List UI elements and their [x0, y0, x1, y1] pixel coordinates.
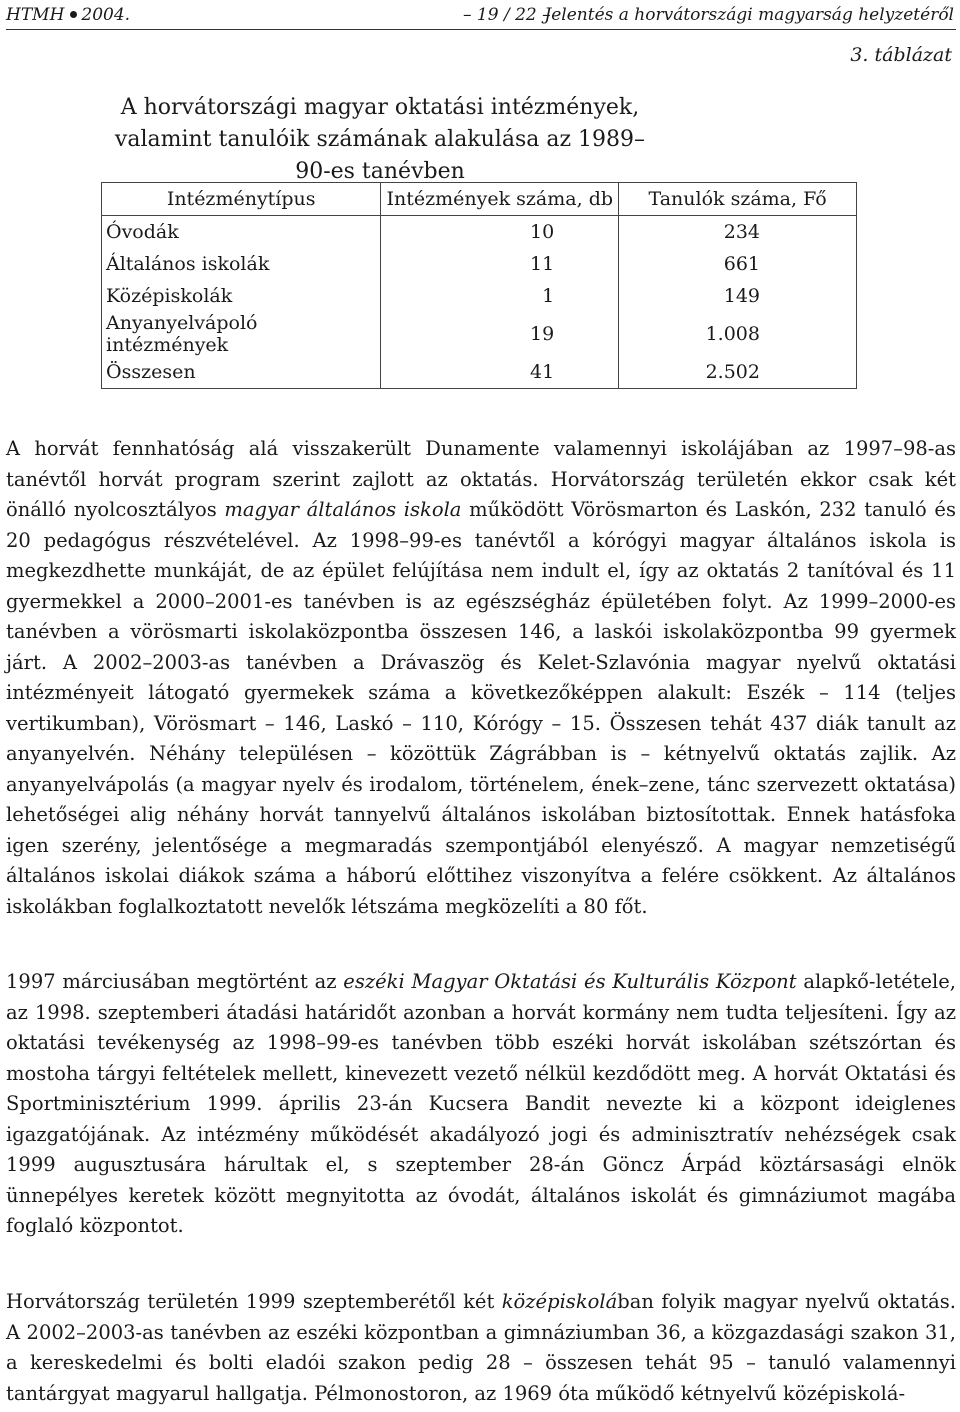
paragraph-2-text-b: alapkő-letétele, az 1998. szeptemberi átadási határidőt azonban a horvát kormány nem tudta teljesíteni. Így az oktatási tevékenység az 1998–99-es tanévben több eszéki horvát iskolában szétszórtan és mostoha tárgyi feltételek mellett, kinevezett vezető nélkül kezdődött meg. A horvát Oktatási és Sportminisztérium 1999. április 23-án Kucsera Bandit nevezte ki a központ ideiglenes igazgatójának. Az intézmény működését akadályozó jogi és adminisztratív nehézségek csak 1999 augusztusára hárultak el, s szeptember 28-án Göncz Árpád köztársasági elnök ünnepélyes keretek között megnyitotta az óvodát, általános iskolát és gimnáziumot magába foglaló központot. — [6, 970, 956, 1237]
table-row — [102, 216, 857, 249]
paragraph-3 — [6, 1287, 956, 1409]
cell-institutions: 10 — [381, 216, 619, 249]
cell-type: Középiskolák — [102, 280, 381, 312]
cell-students: 234 — [619, 216, 857, 249]
cell-type: Anyanyelvápoló intézmények — [102, 312, 381, 356]
table-number: 3. táblázat — [850, 44, 952, 66]
paragraph-2 — [6, 967, 956, 1242]
cell-type: Összesen — [102, 356, 381, 389]
header-divider — [6, 29, 956, 30]
paragraph-3-text-a: Horvátország területén 1999 szeptemberétől két — [6, 1290, 502, 1313]
paragraph-2-emphasis: eszéki Magyar Oktatási és Kulturális Központ — [343, 970, 797, 993]
paragraph-2-text-a: 1997 márciusában megtörtént az — [6, 970, 344, 993]
table-title-line-1: A horvátországi magyar oktatási intézmények, — [120, 95, 640, 120]
journal-name: HTMH — [6, 5, 65, 25]
header-students: Tanulók száma, Fő — [619, 183, 857, 216]
table-row-total — [102, 356, 857, 389]
bullet-dot-icon — [70, 11, 77, 18]
journal-year: 2004. — [81, 5, 131, 25]
paragraph-1-text-b: működött Vörösmarton és Laskón, 232 tanuló és 20 pedagógus részvételével. Az 1998–99-es tanévtől a kórógyi magyar általános iskola is megkezdhette munkáját, de az épület felújítása nem indult el, így az oktatás 2 tanítóval és 11 gyermekkel a 2000–2001-es tanévben is az egészségház épületében folyt. Az 1999–2000-es tanévben a vörösmarti iskolaközpontba összesen 146, a laskói iskolaközpontba 99 gyermek járt. A 2002–2003-as tanévben a Drávaszög és Kelet-Szlavónia magyar nyelvű oktatási intézményeit látogató gyermekek száma a következőképpen alakult: Eszék – 114 (teljes vertikumban), Vörösmart – 146, Laskó – 110, Kórógy – 15. Összesen tehát 437 diák tanult az anyanyelvén. Néhány településen – közöttük Zágrábban is – kétnyelvű oktatás zajlik. Az anyanyelvápolás (a magyar nyelv és irodalom, történelem, ének–zene, tánc szervezett oktatása) lehetőségei alig néhány horvát tannyelvű általános iskolában biztosítottak. Ennek hatásfoka igen szerény, jelentősége a megmaradás szempontjából elenyésző. A magyar nemzetiségű általános iskolai diákok száma a háború előttihez viszonyítva a felére csökkent. Az általános iskolákban foglalkoztatott nevelők létszáma megközelíti a 80 főt. — [6, 498, 956, 918]
table-row — [102, 248, 857, 280]
cell-type: Óvodák — [102, 216, 381, 249]
paragraph-1-emphasis: magyar általános iskola — [224, 498, 462, 521]
paragraph-3-text-b: ban folyik magyar nyelvű oktatás. A 2002–2003-as tanévben az eszéki központban a gimnáziumban 36, a közgazdasági szakon 31, a kereskedelmi és bolti eladói szakon pedig 28 – összesen tehát 95 – tanuló valamennyi tantárgyat magyarul hallgatja. Pélmonostoron, az 1969 óta működő kétnyelvű középiskolá- — [6, 1290, 956, 1405]
cell-students: 1.008 — [619, 312, 857, 356]
cell-institutions: 19 — [381, 312, 619, 356]
cell-institutions: 41 — [381, 356, 619, 389]
table-row — [102, 280, 857, 312]
table-row — [102, 312, 857, 356]
institutions-table — [101, 182, 857, 389]
paragraph-1-text-a: A horvát fennhatóság alá visszakerült Dunamente valamennyi iskolájában az 1997–98-as tanévtől horvát program szerint zajlott az oktatás. Horvátország területén ekkor csak két önálló nyolcosztályos — [6, 437, 956, 521]
header-journal — [6, 0, 130, 30]
header-type: Intézménytípus — [102, 183, 381, 216]
document-title: Jelentés a horvátországi magyarság helyzetéről — [544, 5, 954, 25]
cell-students: 661 — [619, 248, 857, 280]
paragraph-1 — [6, 434, 956, 922]
cell-students: 149 — [619, 280, 857, 312]
table-title-line-2: valamint tanulóik számának alakulása az 1989–90-es tanévben — [114, 127, 646, 184]
cell-students: 2.502 — [619, 356, 857, 389]
paragraph-3-emphasis: középiskolá — [501, 1290, 618, 1313]
page-header — [6, 0, 954, 30]
page-number: – 19 / 22 – — [463, 5, 551, 25]
table-header-row — [102, 183, 857, 216]
cell-type: Általános iskolák — [102, 248, 381, 280]
header-institutions: Intézmények száma, db — [381, 183, 619, 216]
table-title — [100, 92, 660, 188]
cell-institutions: 1 — [381, 280, 619, 312]
cell-institutions: 11 — [381, 248, 619, 280]
